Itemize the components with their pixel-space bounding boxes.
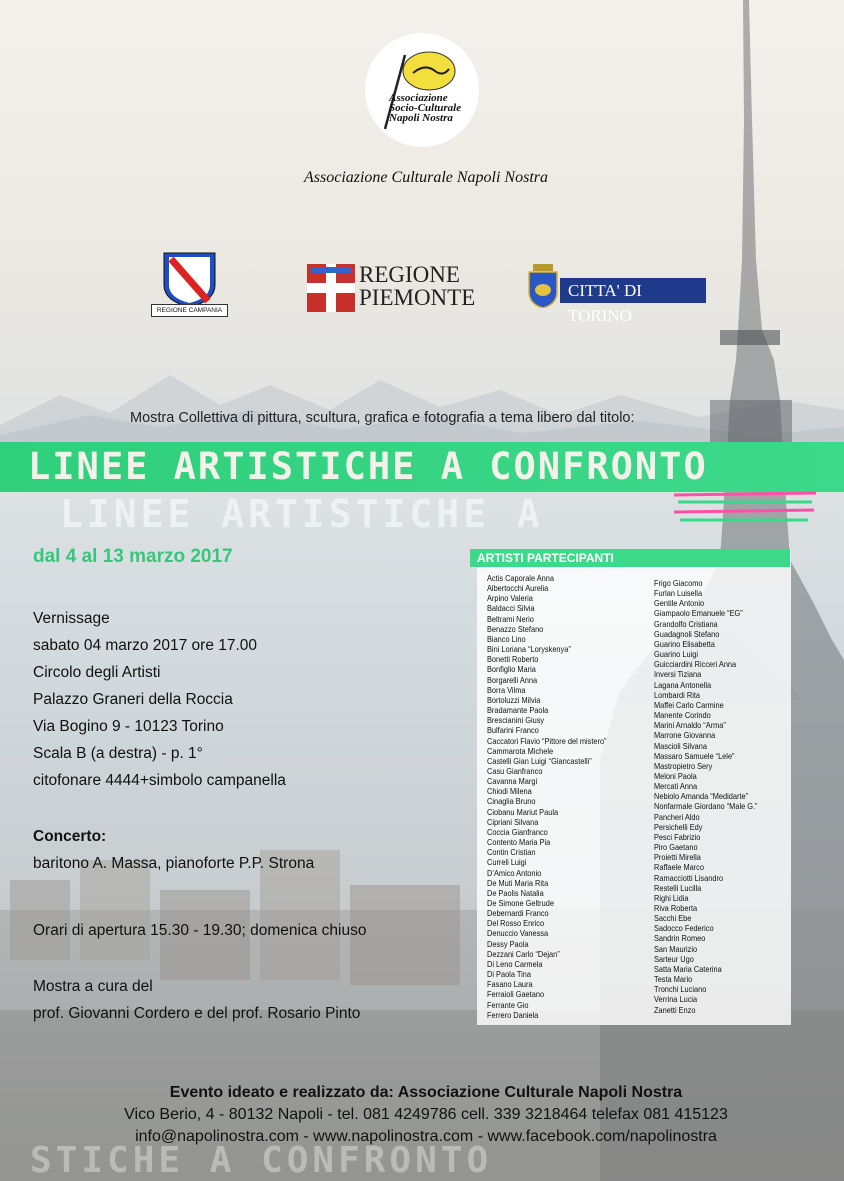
artist-name: Marrone Giovanna	[654, 730, 716, 741]
artist-name: Ferrero Daniela	[487, 1009, 539, 1020]
artist-name: Bonetti Roberto	[487, 654, 539, 665]
artist-name: Manente Corindo	[654, 710, 711, 721]
artist-name: Chiodi Milena	[487, 786, 532, 797]
artist-name: Grandolfo Cristiana	[654, 618, 718, 629]
concert-text: baritono A. Massa, pianoforte P.P. Strona	[33, 855, 315, 872]
artist-name: Maffei Carlo Carmine	[654, 699, 724, 710]
title-echo-decoration: LINEE ARTISTICHE A	[60, 492, 544, 536]
artist-name: Baldacci Silvia	[487, 603, 535, 614]
piemonte-flag-icon	[307, 264, 355, 312]
artist-name: Piro Gaetano	[654, 842, 698, 853]
artist-name: Pesci Fabrizio	[654, 831, 701, 842]
artists-column-2	[654, 578, 758, 1015]
artist-name: Arpino Valeria	[487, 593, 533, 604]
exhibition-title: LINEE ARTISTICHE A CONFRONTO	[28, 445, 708, 488]
artist-name: Restelli Lucilla	[654, 882, 702, 893]
artist-name: Cammarota Michele	[487, 745, 554, 756]
association-logo	[365, 33, 479, 147]
exhibition-dates: dal 4 al 13 marzo 2017	[33, 546, 233, 567]
artist-name: Guicciardini Ricceri Anna	[654, 659, 737, 670]
artist-name: Denuccio Vanessa	[487, 928, 549, 939]
palette-emblem-icon	[365, 33, 479, 147]
artist-name: Contento Maria Pia	[487, 837, 551, 848]
artist-name: Cinaglia Bruno	[487, 796, 536, 807]
artist-name: Lombardi Rita	[654, 689, 701, 700]
footer-organizer: Evento ideato e realizzato da: Associazione Culturale Napoli Nostra	[169, 1084, 683, 1101]
artist-name: De Simone Geltrude	[487, 898, 554, 908]
curators-names: prof. Giovanni Cordero e del prof. Rosario Pinto	[33, 1005, 361, 1022]
organization-name: Associazione Culturale Napoli Nostra	[303, 169, 548, 186]
artist-name: Satta Maria Caterina	[654, 963, 722, 974]
artist-name: Tronchi Luciano	[654, 984, 707, 995]
artist-name: Riva Roberta	[654, 903, 698, 913]
curators-intro: Mostra a cura del	[33, 978, 153, 995]
artist-name: Meloni Paola	[654, 770, 697, 781]
artist-name: Debernardi Franco	[487, 908, 549, 919]
title-echo-bottom-decoration: STICHE A CONFRONTO	[30, 1140, 493, 1181]
artist-name: Cavanna Margi	[487, 776, 538, 787]
footer-address: Vico Berio, 4 - 80132 Napoli - tel. 081 4249786 cell. 339 3218464 telefax 081 415123	[124, 1106, 728, 1123]
artist-name: Bulfarini Franco	[487, 725, 539, 736]
artist-name: Guarino Elisabetta	[654, 638, 715, 649]
artist-name: Persichelli Edy	[654, 821, 703, 832]
artist-name: Giampaolo Emanuele “EG”	[654, 608, 743, 619]
artist-name: Coccia Gianfranco	[487, 826, 548, 837]
artist-name: Bortoluzzi Milvia	[487, 694, 541, 705]
artist-name: Contin Cristian	[487, 847, 536, 858]
opening-hours: Orari di apertura 15.30 - 19.30; domenica chiuso	[33, 922, 367, 939]
artist-name: Sarteur Ugo	[654, 953, 694, 964]
artist-name: Mercati Anna	[654, 781, 698, 792]
artist-name: Di Paola Tina	[487, 969, 531, 980]
artist-name: Ciobanu Mariut Paula	[487, 806, 559, 817]
vernissage-heading: Vernissage	[33, 610, 110, 627]
artist-name: Guarino Luigi	[654, 649, 698, 660]
artist-name: Lagana Antonella	[654, 679, 712, 690]
artist-name: Actis Caporale Anna	[487, 573, 554, 583]
artist-name: Righi Lidia	[654, 892, 689, 903]
artist-name: Caccatori Flavio “Pittore del mistero”	[487, 735, 607, 746]
concert-heading: Concerto:	[33, 828, 107, 845]
vernissage-line: citofonare 4444+simbolo campanella	[33, 772, 286, 789]
exhibition-subtitle: Mostra Collettiva di pittura, scultura, grafica e fotografia a tema libero dal titolo:	[130, 410, 635, 426]
artist-name: Sadocco Federico	[654, 923, 714, 934]
artist-name: Bini Loriana “Loryskenya”	[487, 644, 571, 655]
artist-name: Verrina Lucia	[654, 994, 698, 1005]
artist-name: Borgarelli Anna	[487, 674, 538, 685]
artist-name: Benazzo Stefano	[487, 623, 544, 634]
artist-name: Fasano Laura	[487, 979, 533, 990]
torino-bull-shield-icon	[527, 264, 559, 308]
artist-name: Del Rosso Enrico	[487, 918, 545, 929]
logo-emblem-text: Associazione Socio-Culturale Napoli Nostra	[389, 92, 462, 124]
artist-name: Ramacciotti Lisandro	[654, 872, 724, 883]
artist-name: Sandrin Romeo	[654, 933, 706, 944]
artist-name: Raffaele Marco	[654, 862, 704, 873]
artist-name: Dezzani Carlo “Dejan”	[487, 948, 560, 959]
artist-name: San Maurizio	[654, 943, 698, 954]
artist-name: Furlan Luisella	[654, 588, 703, 599]
artist-name: Inversi Tiziana	[654, 669, 702, 680]
artist-name: Zanetti Enzo	[654, 1004, 696, 1015]
artists-column-1	[487, 573, 607, 1020]
artist-name: Bonfiglio Maria	[487, 664, 536, 675]
artist-name: Brescianini Giusy	[487, 715, 545, 726]
artist-name: Testa Mario	[654, 974, 693, 985]
artists-heading: ARTISTI PARTECIPANTI	[470, 549, 790, 567]
artist-name: De Paolis Natalia	[487, 887, 544, 898]
artist-name: Gentile Antonio	[654, 598, 705, 609]
artist-name: Bradamante Paola	[487, 705, 549, 716]
artist-name: Ferrante Gio	[487, 999, 529, 1010]
artist-name: Di Leno Carmela	[487, 958, 543, 969]
artist-name: Marini Arnaldo “Arma”	[654, 720, 726, 731]
crayon-lines-decoration	[672, 490, 818, 530]
artist-name: Curreli Luigi	[487, 857, 527, 868]
artist-name: Guadagnoli Stefano	[654, 628, 720, 639]
artist-name: Borra Vilma	[487, 684, 526, 695]
footer-contacts: info@napolinostra.com - www.napolinostra.com - www.facebook.com/napolinostra	[135, 1128, 717, 1145]
artist-name: Castelli Gian Luigi “Giancastelli”	[487, 755, 592, 766]
piemonte-line2: PIEMONTE	[359, 285, 476, 310]
artist-name: Beltrami Nerio	[487, 613, 534, 624]
vernissage-line: Via Bogino 9 - 10123 Torino	[33, 718, 224, 735]
artist-name: Cipriani Silvana	[487, 816, 539, 827]
artist-name: Albertocchi Aurelia	[487, 583, 549, 594]
vernissage-line: sabato 04 marzo 2017 ore 17.00	[33, 637, 258, 654]
artist-name: Nebiolo Amanda “Medidarte”	[654, 791, 749, 802]
artist-name: Casu Gianfranco	[487, 765, 543, 776]
artist-name: De Muti Maria Rita	[487, 877, 549, 888]
artist-name: Bianco Lino	[487, 633, 526, 644]
piemonte-line1: REGIONE	[359, 262, 460, 287]
artist-name: Nonfarmale Giordano “Male G.”	[654, 801, 758, 812]
artist-name: Mascioli Silvana	[654, 740, 707, 751]
campania-label: REGIONE CAMPANIA	[151, 304, 228, 317]
artist-name: Sacchi Ebe	[654, 913, 692, 924]
artist-name: Proietti Mirella	[654, 852, 701, 863]
piemonte-label	[359, 263, 475, 309]
artist-name: Pancheri Aldo	[654, 811, 700, 822]
vernissage-line: Palazzo Graneri della Roccia	[33, 691, 233, 708]
vernissage-line: Scala B (a destra) - p. 1°	[33, 745, 203, 762]
artist-name: D’Amico Antonio	[487, 867, 542, 878]
artist-name: Mastropietro Sery	[654, 760, 713, 771]
artist-name: Massaro Samuele “Lele”	[654, 750, 735, 761]
vernissage-line: Circolo degli Artisti	[33, 664, 161, 681]
artist-name: Ferraioli Gaetano	[487, 989, 545, 1000]
artist-name: Frigo Giacomo	[654, 578, 703, 588]
torino-label: CITTA' DI TORINO	[560, 278, 706, 303]
artist-name: Dessy Paola	[487, 938, 529, 949]
